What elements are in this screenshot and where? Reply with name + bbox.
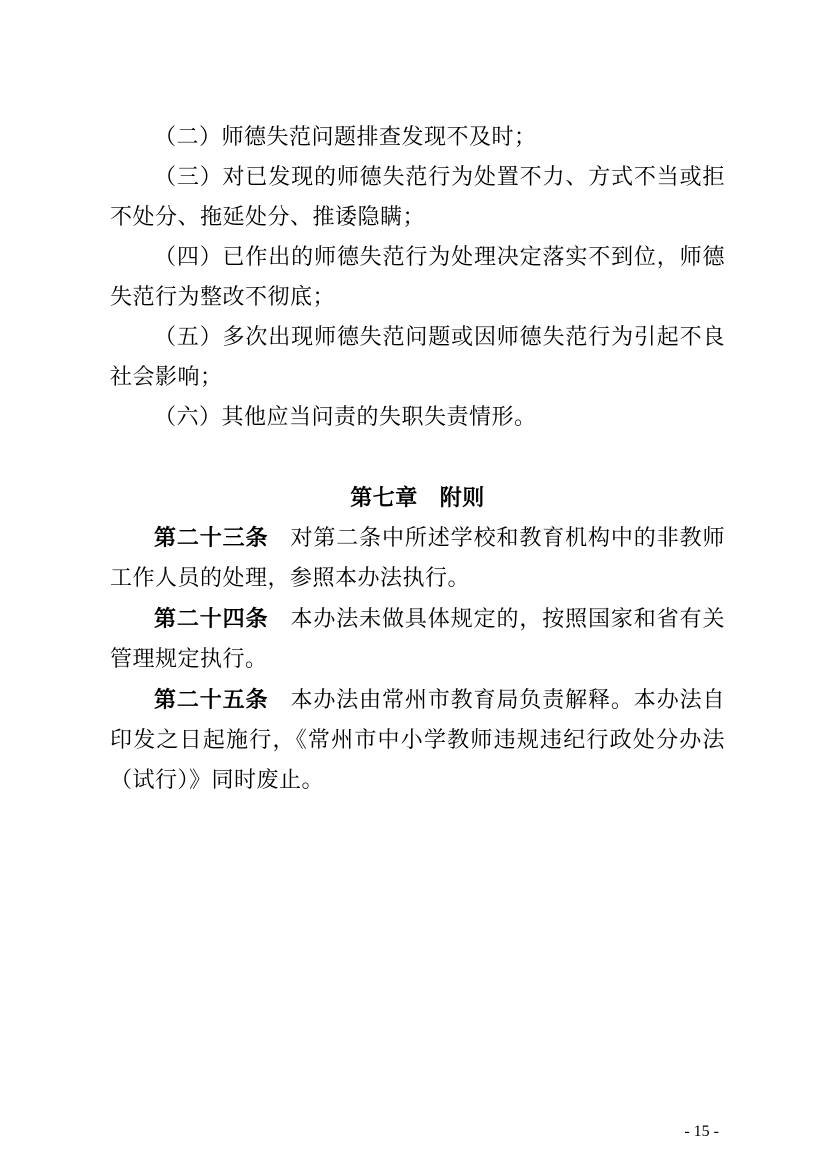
article-number: 第二十四条 — [154, 606, 269, 632]
list-item-3: （三）对已发现的师德失范行为处置不力、方式不当或拒不处分、拖延处分、推诿隐瞒； — [110, 165, 725, 230]
chapter-name: 附则 — [439, 485, 485, 511]
article-24 — [110, 599, 725, 680]
list-item-4: （四）已作出的师德失范行为处理决定落实不到位，师德失范行为整改不彻底； — [110, 245, 725, 310]
chapter-heading — [110, 478, 725, 518]
chapter-number: 第七章 — [350, 485, 418, 511]
article-text: 对第二条中所述学校和教育机构中的非教师工作人员的处理，参照本办法执行。 — [110, 526, 725, 591]
article-23 — [110, 518, 725, 599]
list-item-2: （二）师德失范问题排查发现不及时； — [154, 125, 537, 150]
article-25 — [110, 680, 725, 801]
page-number: - 15 - — [684, 1123, 719, 1140]
article-number: 第二十五条 — [154, 687, 269, 713]
article-text: 本办法由常州市教育局负责解释。本办法自印发之日起施行，《常州市中小学教师违规违纪行政处分办法（试行）》同时废止。 — [110, 688, 725, 793]
list-item-5: （五）多次出现师德失范问题或因师德失范行为引起不良社会影响； — [110, 325, 725, 390]
article-number: 第二十三条 — [154, 525, 269, 551]
document-body — [110, 118, 725, 801]
list-item-6: （六）其他应当问责的失职失责情形。 — [154, 405, 537, 430]
article-text: 本办法未做具体规定的，按照国家和省有关管理规定执行。 — [110, 607, 725, 672]
